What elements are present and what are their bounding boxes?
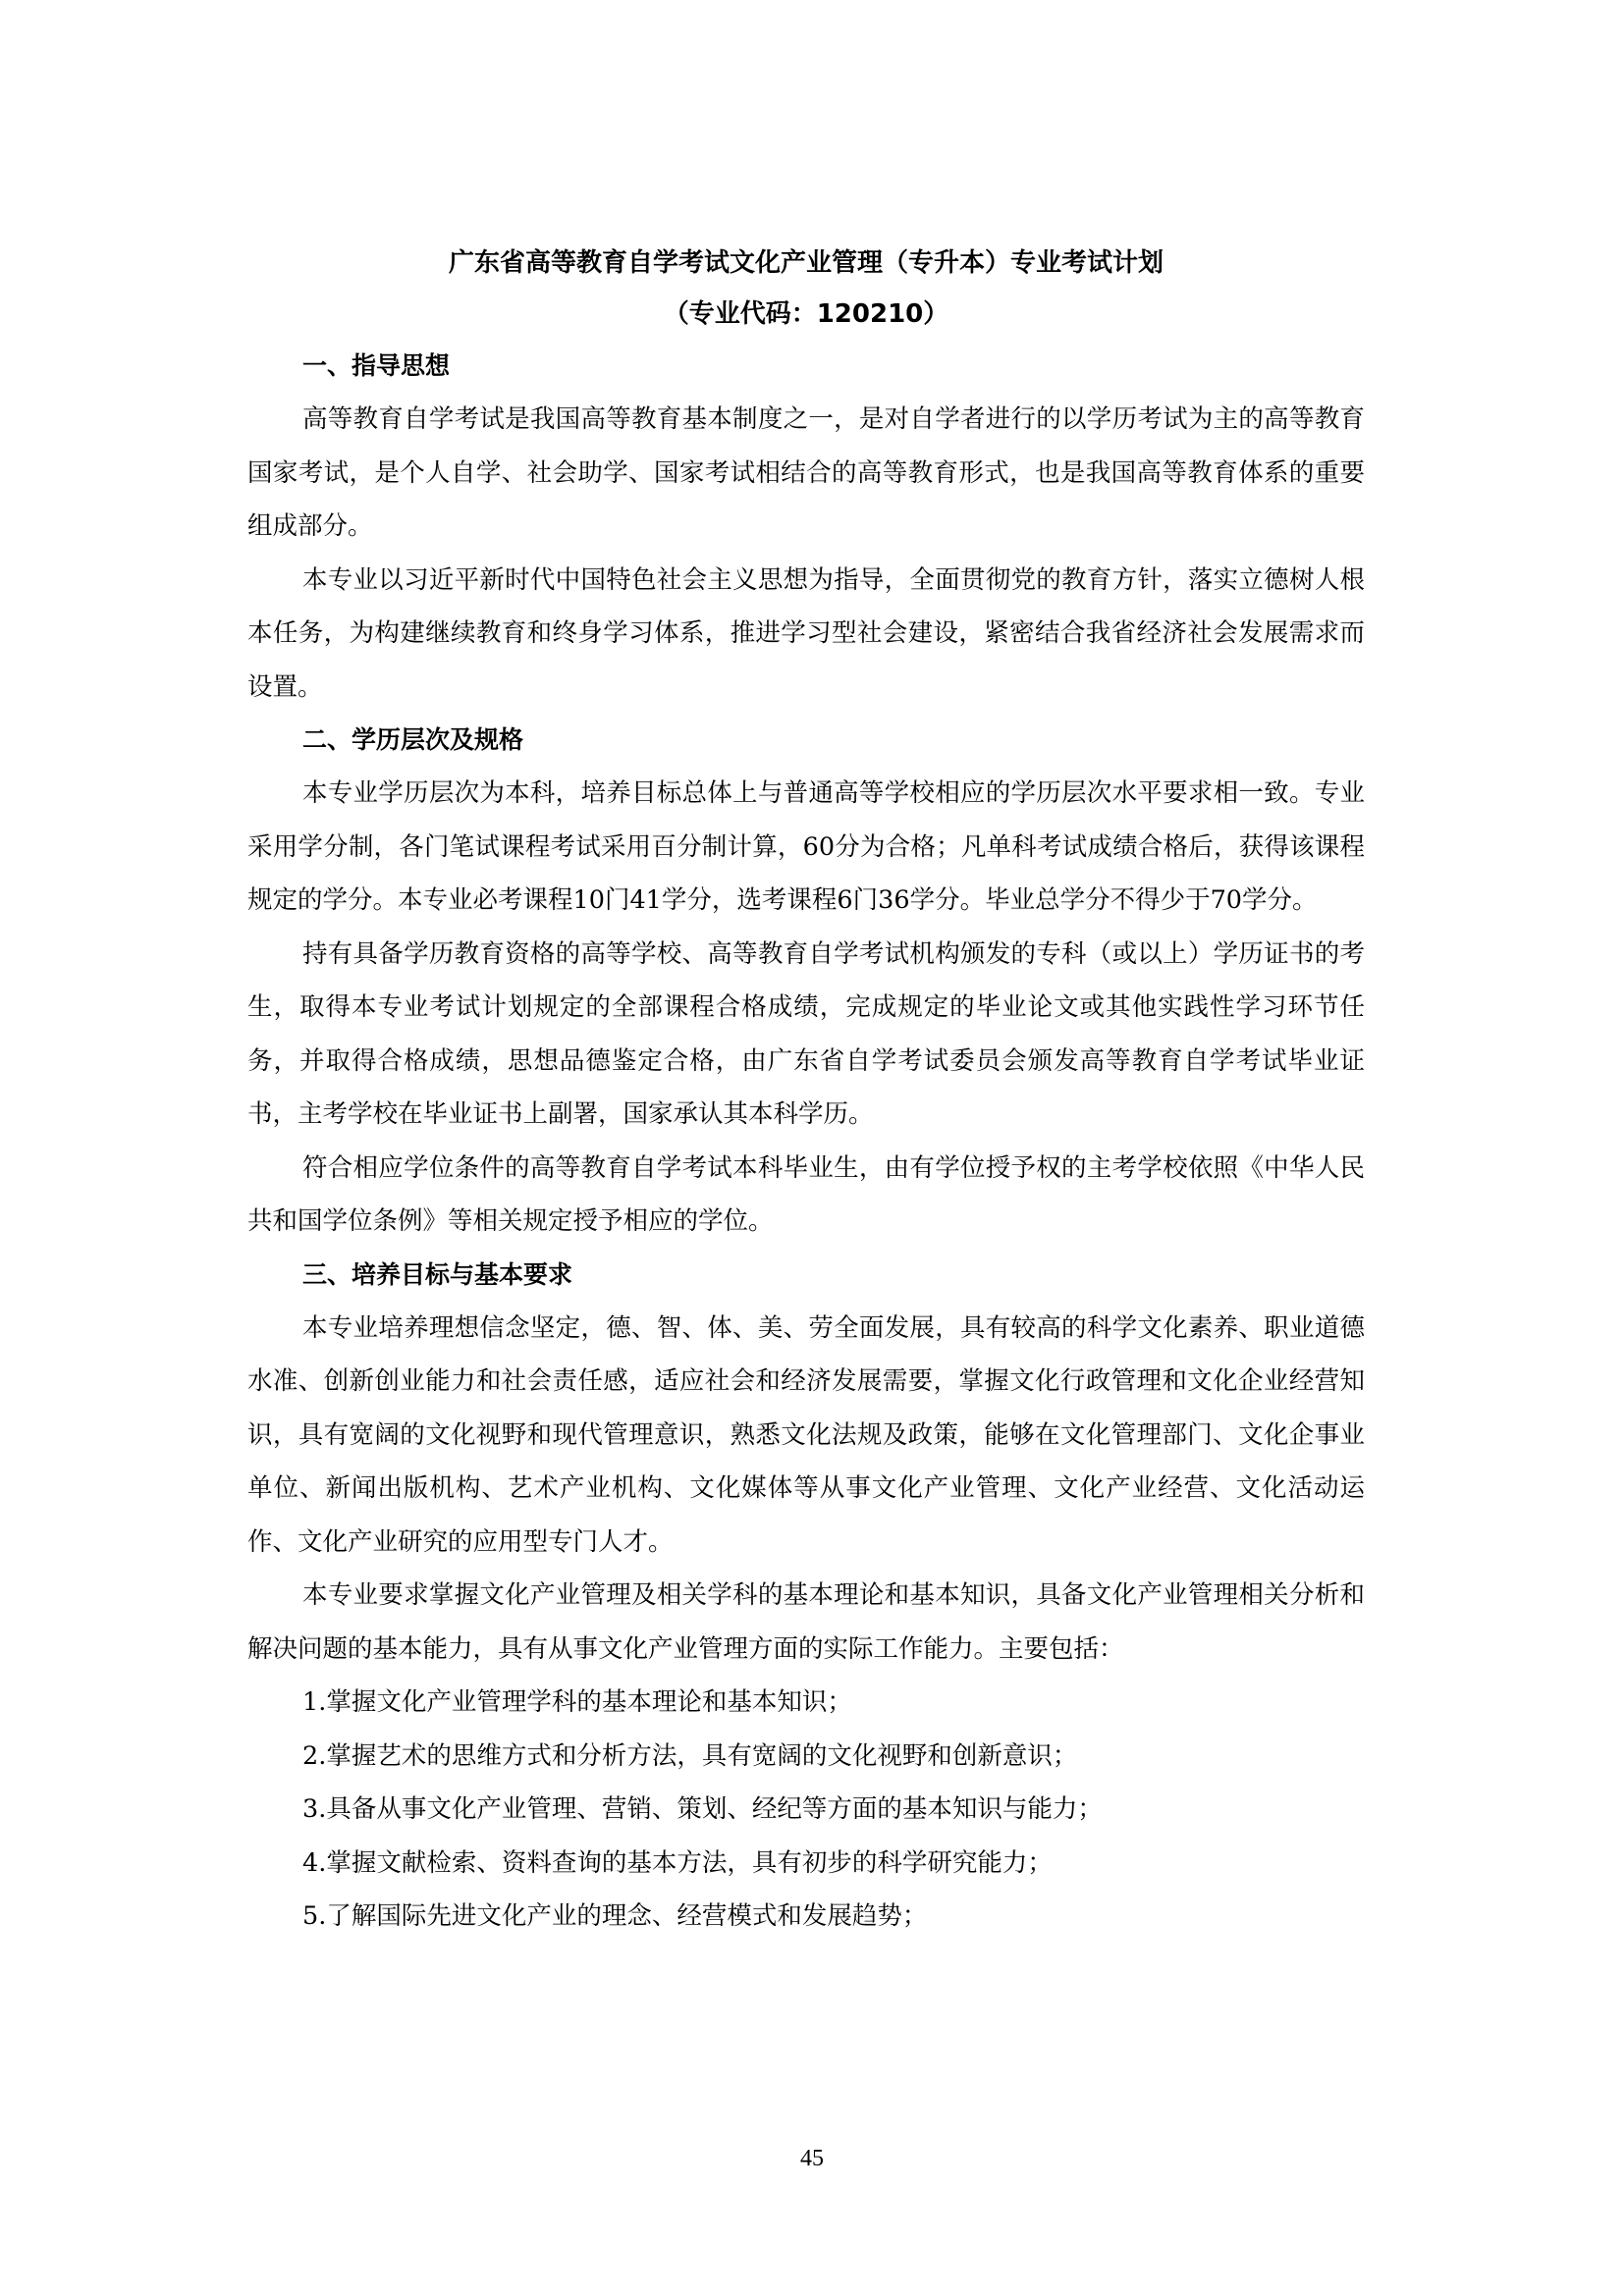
document-page: [247, 226, 1365, 1944]
section-education-level: [247, 714, 1365, 1249]
section-heading: 一、指导思想: [302, 351, 451, 380]
list-item: 2.掌握艺术的思维方式和分析方法，具有宽阔的文化视野和创新意识；: [302, 1740, 1078, 1771]
list-item: 3.具备从事文化产业管理、营销、策划、经纪等方面的基本知识与能力；: [302, 1794, 1103, 1824]
list-item: 4.掌握文献检索、资料查询的基本方法，具有初步的科学研究能力；: [302, 1847, 1053, 1878]
document-subtitle: （专业代码：120210）: [663, 299, 949, 329]
document-title: 广东省高等教育自学考试文化产业管理（专升本）专业考试计划: [448, 248, 1164, 278]
paragraph: 本专业要求掌握文化产业管理及相关学科的基本理论和基本知识，具备文化产业管理相关分析和解决问题的基本能力，具有从事文化产业管理方面的实际工作能力。主要包括：: [247, 1580, 1365, 1664]
paragraph: 符合相应学位条件的高等教育自学考试本科毕业生，由有学位授予权的主考学校依照《中华人民共和国学位条例》等相关规定授予相应的学位。: [247, 1152, 1365, 1236]
paragraph: 本专业以习近平新时代中国特色社会主义思想为指导，全面贯彻党的教育方针，落实立德树人根本任务，为构建继续教育和终身学习体系，推进学习型社会建设，紧密结合我省经济社会发展需求而设置。: [247, 564, 1365, 702]
list-item: 1.掌握文化产业管理学科的基本理论和基本知识；: [302, 1687, 852, 1717]
paragraph: 本专业培养理想信念坚定，德、智、体、美、劳全面发展，具有较高的科学文化素养、职业道德水准、创新创业能力和社会责任感，适应社会和经济发展需要，掌握文化行政管理和文化企业经营知识，具有宽阔的文化视野和现代管理意识，熟悉文化法规及政策，能够在文化管理部门、文化企事业单位、新闻出版机构、艺术产业机构、文化媒体等从事文化产业管理、文化产业经营、文化活动运作、文化产业研究的应用型专门人才。: [247, 1312, 1365, 1557]
paragraph: 高等教育自学考试是我国高等教育基本制度之一，是对自学者进行的以学历考试为主的高等教育国家考试，是个人自学、社会助学、国家考试相结合的高等教育形式，也是我国高等教育体系的重要组成部分。: [247, 404, 1365, 541]
section-training-objectives: [247, 1249, 1365, 1944]
section-guiding-ideology: [247, 340, 1365, 714]
list-item: 5.了解国际先进文化产业的理念、经营模式和发展趋势；: [302, 1901, 928, 1931]
paragraph: 持有具备学历教育资格的高等学校、高等教育自学考试机构颁发的专科（或以上）学历证书的考生，取得本专业考试计划规定的全部课程合格成绩，完成规定的毕业论文或其他实践性学习环节任务，并取得合格成绩，思想品德鉴定合格，由广东省自学考试委员会颁发高等教育自学考试毕业证书，主考学校在毕业证书上副署，国家承认其本科学历。: [247, 938, 1365, 1129]
paragraph: 本专业学历层次为本科，培养目标总体上与普通高等学校相应的学历层次水平要求相一致。专业采用学分制，各门笔试课程考试采用百分制计算，60分为合格；凡单科考试成绩合格后，获得该课程规定的学分。本专业必考课程10门41学分，选考课程6门36学分。毕业总学分不得少于70学分。: [247, 778, 1365, 915]
section-heading: 三、培养目标与基本要求: [302, 1259, 573, 1289]
page-number: 45: [800, 2146, 824, 2171]
section-heading: 二、学历层次及规格: [302, 725, 524, 754]
